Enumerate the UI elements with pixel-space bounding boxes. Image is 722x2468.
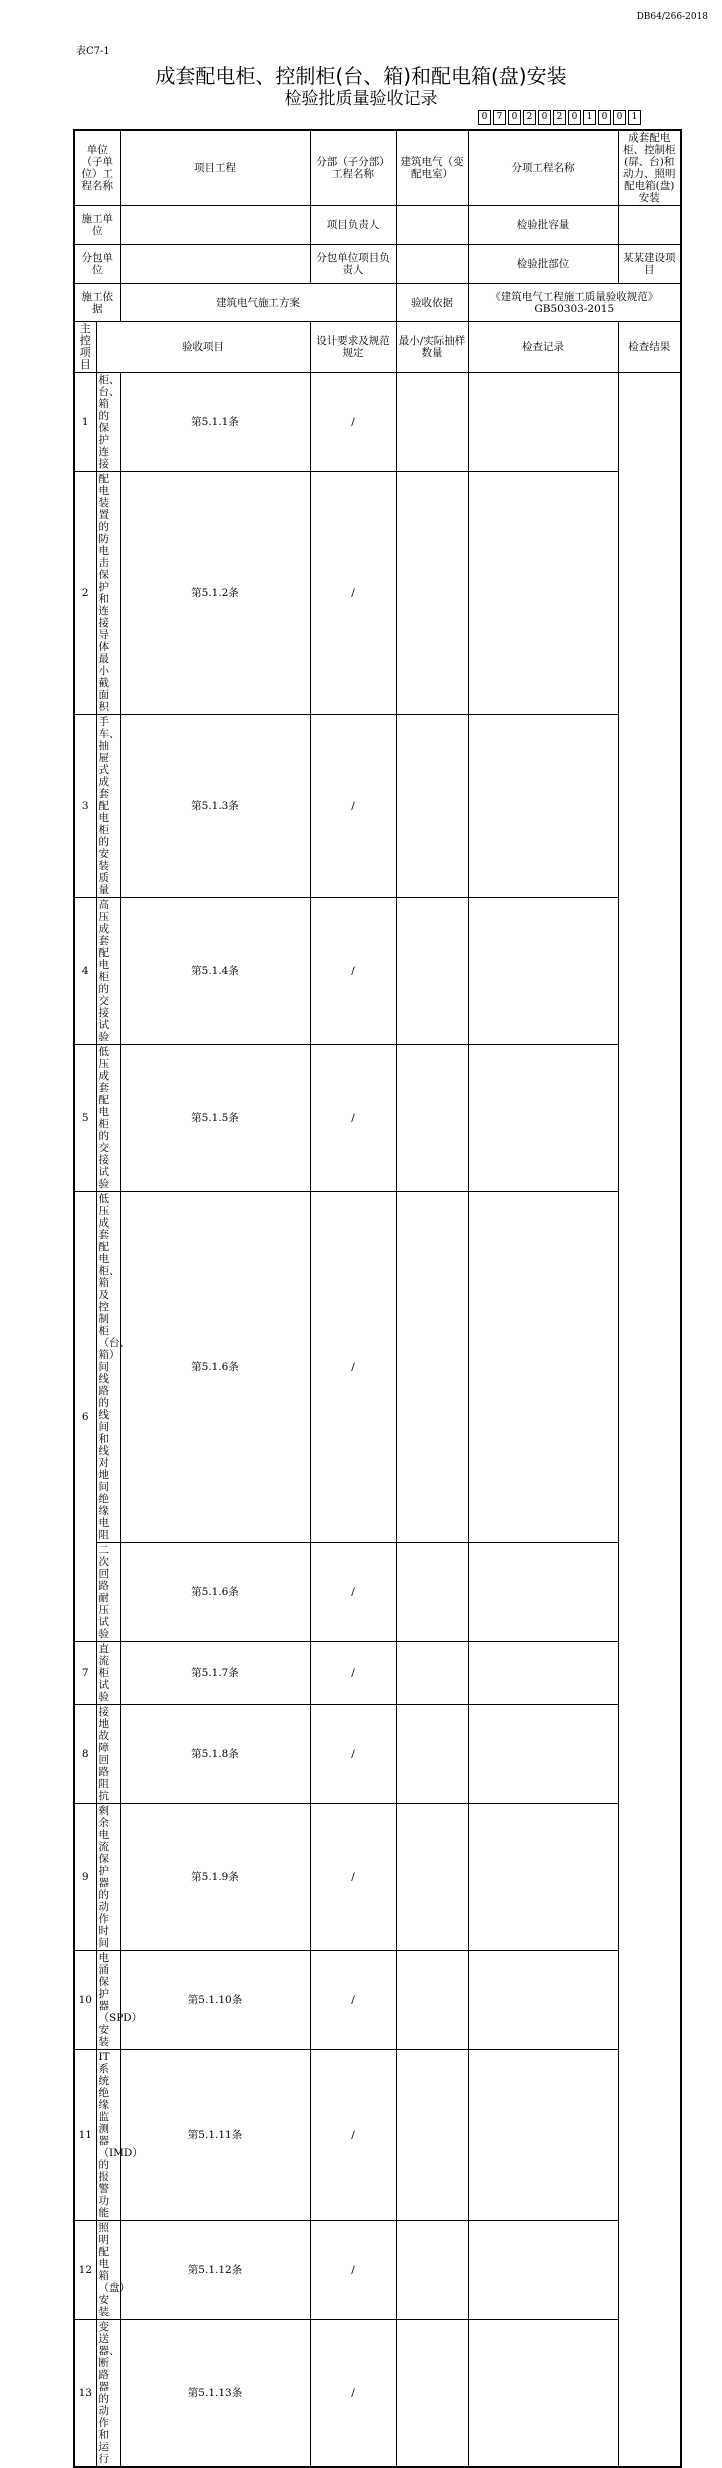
- col-sample-header: 最小/实际抽样数量: [396, 322, 468, 373]
- row-sample: /: [310, 373, 396, 472]
- table-row: [74, 1642, 681, 1705]
- row-clause: 第5.1.11条: [120, 2050, 310, 2221]
- acceptance-basis-label: 验收依据: [396, 284, 468, 322]
- row-result[interactable]: [468, 373, 618, 472]
- row-sample: /: [310, 1543, 396, 1642]
- code-digit: 0: [508, 110, 521, 125]
- row-item: 剩余电流保护器的动作时间: [96, 1804, 120, 1951]
- row-item: 电涌保护器（SPD）安装: [96, 1951, 120, 2050]
- row-sample: /: [310, 2221, 396, 2320]
- row-clause: 第5.1.12条: [120, 2221, 310, 2320]
- col-record-header: 检查记录: [468, 322, 618, 373]
- table-row: [74, 2221, 681, 2320]
- row-clause: 第5.1.3条: [120, 715, 310, 898]
- project-manager-label: 项目负责人: [310, 206, 396, 245]
- row-number: 1: [74, 373, 96, 472]
- page-title: 成套配电柜、控制柜(台、箱)和配电箱(盘)安装: [155, 64, 567, 88]
- row-clause: 第5.1.10条: [120, 1951, 310, 2050]
- row-sample: /: [310, 715, 396, 898]
- table-row: [74, 1951, 681, 2050]
- table-row: [74, 898, 681, 1045]
- subitem-label: 分项工程名称: [468, 130, 618, 206]
- code-digit: 0: [613, 110, 626, 125]
- row-record[interactable]: [396, 1192, 468, 1543]
- batch-capacity-value: [618, 206, 681, 245]
- document-code: DB64/266-2018: [636, 12, 708, 22]
- row-clause: 第5.1.1条: [120, 373, 310, 472]
- division-label: 分部（子分部）工程名称: [310, 130, 396, 206]
- row-sample: /: [310, 1951, 396, 2050]
- col-item-header: 验收项目: [96, 322, 310, 373]
- table-row: [74, 1543, 681, 1642]
- row-clause: 第5.1.6条: [120, 1192, 310, 1543]
- page-subtitle: 检验批质量验收记录: [284, 89, 438, 109]
- row-number: 13: [74, 2320, 96, 2468]
- unit-value: 项目工程: [120, 130, 310, 206]
- col-result-header: 检查结果: [618, 322, 681, 373]
- acceptance-basis-value: 《建筑电气工程施工质量验收规范》GB50303-2015: [468, 284, 681, 322]
- row-sample: /: [310, 1804, 396, 1951]
- batch-location-label: 检验批部位: [468, 245, 618, 284]
- row-sample: /: [310, 898, 396, 1045]
- form-number: 表C7-1: [76, 46, 110, 57]
- row-result[interactable]: [468, 1951, 618, 2050]
- table-row: [74, 1804, 681, 1951]
- table-row: [74, 1045, 681, 1192]
- row-clause: 第5.1.9条: [120, 1804, 310, 1951]
- row-record[interactable]: [396, 2221, 468, 2320]
- row-sample: /: [310, 1045, 396, 1192]
- row-clause: 第5.1.5条: [120, 1045, 310, 1192]
- row-record[interactable]: [396, 1642, 468, 1705]
- form-code-boxes: [476, 110, 641, 125]
- row-result[interactable]: [468, 1543, 618, 1642]
- row-number: 11: [74, 2050, 96, 2221]
- row-item: 直流柜试验: [96, 1642, 120, 1705]
- subcontract-manager-value: [396, 245, 468, 284]
- table-row: [74, 2050, 681, 2221]
- row-result[interactable]: [468, 1642, 618, 1705]
- row-number: 2: [74, 472, 96, 715]
- project-manager-value: [396, 206, 468, 245]
- row-result[interactable]: [468, 715, 618, 898]
- construction-basis-label: 施工依据: [74, 284, 120, 322]
- construction-unit-value: [120, 206, 310, 245]
- batch-location-value: 某某建设项目: [618, 245, 681, 284]
- row-clause: 第5.1.4条: [120, 898, 310, 1045]
- row-sample: /: [310, 2050, 396, 2221]
- code-digit: 0: [478, 110, 491, 125]
- col-design-header: 设计要求及规范规定: [310, 322, 396, 373]
- row-record[interactable]: [396, 2050, 468, 2221]
- row-clause: 第5.1.6条: [120, 1543, 310, 1642]
- row-record[interactable]: [396, 373, 468, 472]
- row-item: 变送器、断路器的动作和运行: [96, 2320, 120, 2468]
- table-row: [74, 1705, 681, 1804]
- row-item: 高压成套配电柜的交接试验: [96, 898, 120, 1045]
- row-number: 3: [74, 715, 96, 898]
- table-row: [74, 2320, 681, 2468]
- row-number: 9: [74, 1804, 96, 1951]
- row-result[interactable]: [468, 2221, 618, 2320]
- code-digit: 1: [583, 110, 596, 125]
- subcontract-unit-value: [120, 245, 310, 284]
- row-number: 7: [74, 1642, 96, 1705]
- table-row: [74, 472, 681, 715]
- row-result[interactable]: [468, 898, 618, 1045]
- row-item: 接地故障回路阻抗: [96, 1705, 120, 1804]
- row-number: 5: [74, 1045, 96, 1192]
- table-row: [74, 715, 681, 898]
- row-clause: 第5.1.2条: [120, 472, 310, 715]
- row-record[interactable]: [396, 1045, 468, 1192]
- subitem-value: 成套配电柜、控制柜(屏、台)和动力、照明配电箱(盘)安装: [618, 130, 681, 206]
- row-item: 配电装置的防电击保护和连接导体最小截面积: [96, 472, 120, 715]
- row-record[interactable]: [396, 1804, 468, 1951]
- row-record[interactable]: [396, 2320, 468, 2468]
- code-digit: 2: [553, 110, 566, 125]
- row-result[interactable]: [468, 1045, 618, 1192]
- row-item: 照明配电箱（盘）安装: [96, 2221, 120, 2320]
- row-record[interactable]: [396, 1705, 468, 1804]
- row-number: 8: [74, 1705, 96, 1804]
- code-digit: 7: [493, 110, 506, 125]
- row-result[interactable]: [468, 2320, 618, 2468]
- row-sample: /: [310, 1192, 396, 1543]
- row-sample: /: [310, 2320, 396, 2468]
- row-record[interactable]: [396, 1951, 468, 2050]
- unit-label: 单位（子单位）工程名称: [74, 130, 120, 206]
- batch-capacity-label: 检验批容量: [468, 206, 618, 245]
- table-row: [74, 373, 681, 472]
- row-item: IT系统绝缘监测器（IMD）的报警功能: [96, 2050, 120, 2221]
- row-result[interactable]: [468, 472, 618, 715]
- row-number: 4: [74, 898, 96, 1045]
- code-digit: 1: [628, 110, 641, 125]
- row-clause: 第5.1.13条: [120, 2320, 310, 2468]
- row-item: 柜、台、箱的保护连接: [96, 373, 120, 472]
- row-number: 6: [74, 1192, 96, 1642]
- construction-unit-label: 施工单位: [74, 206, 120, 245]
- row-result[interactable]: [468, 2050, 618, 2221]
- row-result[interactable]: [468, 1192, 618, 1543]
- row-result[interactable]: [468, 1804, 618, 1951]
- main-control-label: 主 控 项 目: [74, 322, 96, 373]
- row-record[interactable]: [396, 715, 468, 898]
- row-sample: /: [310, 1705, 396, 1804]
- row-item: 手车、抽屉式成套配电柜的安装质量: [96, 715, 120, 898]
- code-digit: 2: [523, 110, 536, 125]
- row-item: 低压成套配电柜、箱及控制柜（台、箱）间线路的线间和线对地间绝缘电阻: [96, 1192, 120, 1543]
- row-clause: 第5.1.8条: [120, 1705, 310, 1804]
- subcontract-unit-label: 分包单位: [74, 245, 120, 284]
- row-item: 低压成套配电柜的交接试验: [96, 1045, 120, 1192]
- construction-basis-value: 建筑电气施工方案: [120, 284, 396, 322]
- row-sample: /: [310, 472, 396, 715]
- code-digit: 0: [598, 110, 611, 125]
- code-digit: 0: [568, 110, 581, 125]
- row-record[interactable]: [396, 1543, 468, 1642]
- row-record[interactable]: [396, 898, 468, 1045]
- row-sample: /: [310, 1642, 396, 1705]
- inspection-table: [73, 129, 682, 2468]
- row-item: 二次回路耐压试验: [96, 1543, 120, 1642]
- row-number: 12: [74, 2221, 96, 2320]
- row-number: 10: [74, 1951, 96, 2050]
- row-record[interactable]: [396, 472, 468, 715]
- table-row: [74, 1192, 681, 1543]
- division-value: 建筑电气（变配电室）: [396, 130, 468, 206]
- row-clause: 第5.1.7条: [120, 1642, 310, 1705]
- subcontract-manager-label: 分包单位项目负责人: [310, 245, 396, 284]
- code-digit: 0: [538, 110, 551, 125]
- row-result[interactable]: [468, 1705, 618, 1804]
